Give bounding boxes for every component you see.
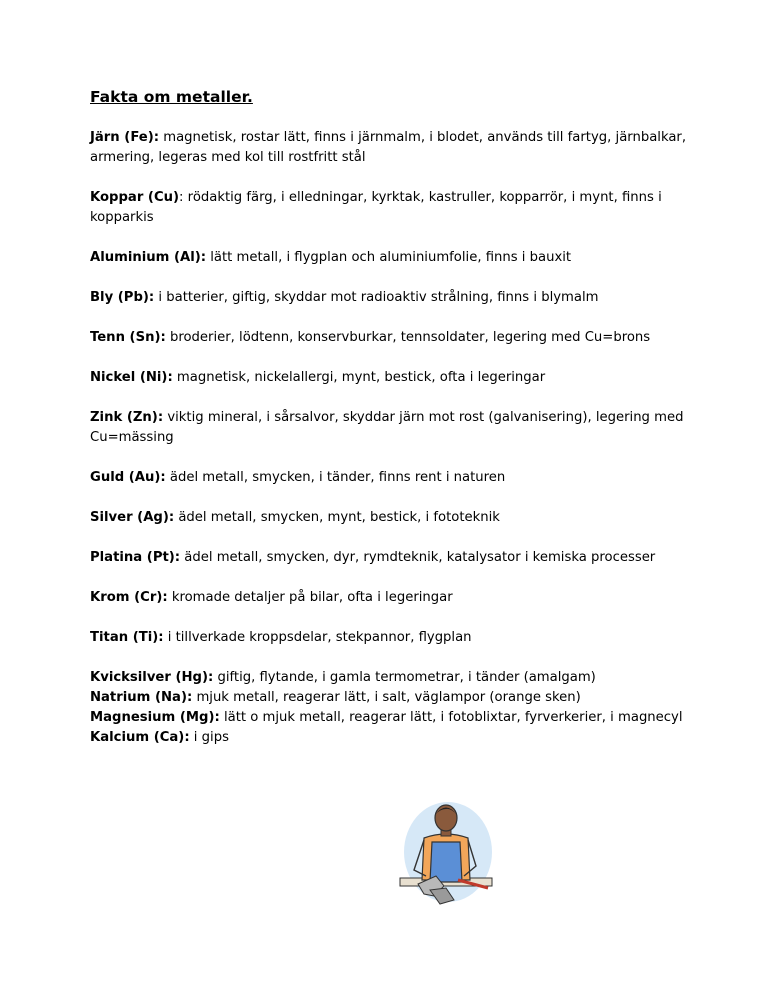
entry-titan xyxy=(90,628,690,648)
entry-text: viktig mineral, i sårsalvor, skyddar järn mot rost (galvanisering), legering med Cu=mässing xyxy=(90,410,684,445)
entry-text: i batterier, giftig, skyddar mot radioaktiv strålning, finns i blymalm xyxy=(154,290,599,305)
entry-text: i gips xyxy=(189,730,229,745)
entry-krom xyxy=(90,588,690,608)
entry-text: broderier, lödtenn, konservburkar, tennsoldater, legering med Cu=brons xyxy=(165,330,651,345)
entry-text: giftig, flytande, i gamla termometrar, i tänder (amalgam) xyxy=(213,670,596,685)
entry-kvicksilver xyxy=(90,668,690,688)
entry-guld xyxy=(90,468,690,488)
entry-koppar xyxy=(90,188,690,228)
entry-zink xyxy=(90,408,690,448)
entry-term: Silver (Ag): xyxy=(90,510,175,525)
entry-term: Platina (Pt): xyxy=(90,550,181,565)
entry-text: ädel metall, smycken, dyr, rymdteknik, katalysator i kemiska processer xyxy=(180,550,656,565)
entry-text: lätt metall, i flygplan och aluminiumfolie, finns i bauxit xyxy=(206,250,572,265)
entry-term: Järn (Fe): xyxy=(90,130,160,145)
page-title: Fakta om metaller. xyxy=(90,88,253,106)
entry-text: lätt o mjuk metall, reagerar lätt, i fotoblixtar, fyrverkerier, i magnecyl xyxy=(219,710,683,725)
metalworker-clipart xyxy=(396,800,496,912)
entry-term: Krom (Cr): xyxy=(90,590,168,605)
entry-magnesium xyxy=(90,708,690,728)
entry-text: kromade detaljer på bilar, ofta i legeringar xyxy=(167,590,453,605)
entry-text: ädel metall, smycken, i tänder, finns rent i naturen xyxy=(165,470,506,485)
entry-term: Natrium (Na): xyxy=(90,690,193,705)
entry-bly xyxy=(90,288,690,308)
entry-platina xyxy=(90,548,690,568)
entry-text: i tillverkade kroppsdelar, stekpannor, flygplan xyxy=(163,630,472,645)
entry-term: Guld (Au): xyxy=(90,470,166,485)
entry-text: mjuk metall, reagerar lätt, i salt, väglampor (orange sken) xyxy=(192,690,581,705)
entry-natrium xyxy=(90,688,690,708)
entry-text: magnetisk, rostar lätt, finns i järnmalm, i blodet, används till fartyg, järnbalkar, armering, legeras med kol till rostfritt stål xyxy=(90,130,687,165)
entry-term: Kalcium (Ca): xyxy=(90,730,190,745)
entry-text: ädel metall, smycken, mynt, bestick, i fototeknik xyxy=(174,510,500,525)
entry-term: Nickel (Ni): xyxy=(90,370,173,385)
entry-jarn xyxy=(90,128,690,168)
entry-term: Bly (Pb): xyxy=(90,290,155,305)
entry-aluminium xyxy=(90,248,690,268)
entry-term: Zink (Zn): xyxy=(90,410,164,425)
entry-term: Kvicksilver (Hg): xyxy=(90,670,214,685)
entry-term: Magnesium (Mg): xyxy=(90,710,220,725)
entry-term: Koppar (Cu) xyxy=(90,190,180,205)
entry-nickel xyxy=(90,368,690,388)
entry-tenn xyxy=(90,328,690,348)
entry-text: magnetisk, nickelallergi, mynt, bestick, ofta i legeringar xyxy=(172,370,546,385)
entry-silver xyxy=(90,508,690,528)
entry-term: Titan (Ti): xyxy=(90,630,164,645)
metalworker-illustration xyxy=(396,800,496,912)
document-page xyxy=(90,86,690,748)
entry-term: Aluminium (Al): xyxy=(90,250,207,265)
entry-kalcium xyxy=(90,728,690,748)
entry-text: : rödaktig färg, i elledningar, kyrktak, kastruller, kopparrör, i mynt, finns i kopparkis xyxy=(90,190,662,225)
entry-term: Tenn (Sn): xyxy=(90,330,166,345)
